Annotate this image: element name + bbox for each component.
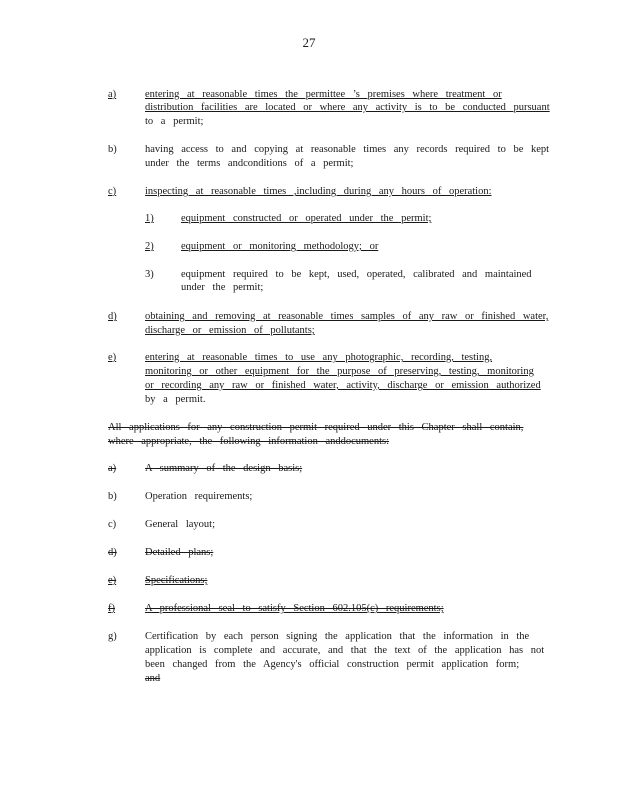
- item-g-line-1: Certification by each person signing the application that the information in the: [145, 631, 530, 642]
- item-c-3-line-2: under the permit;: [181, 282, 264, 293]
- list2-d-text: Detailed plans;: [145, 547, 214, 558]
- item-d-line-1: obtaining and removing at reasonable times samples of any raw or finished water,: [145, 311, 549, 322]
- paragraph-line-1: All applications for any construction permit required under this Chapter shall contain,: [108, 422, 524, 433]
- page-number: 27: [302, 35, 316, 50]
- item-c-2-label: 2): [145, 241, 154, 252]
- list2-a-label: a): [108, 463, 117, 474]
- list2-f-text: A professional seal to satisfy Section 602.105(c) requirements;: [145, 603, 444, 614]
- item-g-line-4: and: [145, 673, 161, 684]
- list2-d-label: d): [108, 547, 117, 558]
- item-c-2-line-1: equipment or monitoring methodology; or: [181, 241, 379, 252]
- item-g-line-2: application is complete and accurate, and that the text of the application has not: [145, 645, 545, 656]
- item-e-line-1: entering at reasonable times to use any photographic, recording, testing,: [145, 352, 493, 363]
- item-a-line-3: to a permit;: [145, 116, 204, 127]
- item-g-line-3: been changed from the Agency's official construction permit application form;: [145, 659, 520, 670]
- item-c-1-line-1: equipment constructed or operated under the permit;: [181, 213, 432, 224]
- item-c-line: inspecting at reasonable times ,including during any hours of operation:: [145, 186, 492, 197]
- item-e-label: e): [108, 352, 117, 363]
- item-c-3-label: 3): [145, 269, 154, 280]
- item-c-3-line-1: equipment required to be kept, used, operated, calibrated and maintained: [181, 269, 532, 280]
- item-b-line-2: under the terms andconditions of a permit;: [145, 158, 354, 169]
- item-c-1-label: 1): [145, 213, 154, 224]
- item-e-line-2: monitoring or other equipment for the purpose of preserving, testing, monitoring: [145, 366, 534, 377]
- item-c-label: c): [108, 186, 117, 197]
- item-g-label: g): [108, 631, 117, 642]
- item-d-label: d): [108, 311, 117, 322]
- list2-e-label: e): [108, 575, 117, 586]
- item-d-line-2: discharge or emission of pollutants;: [145, 325, 315, 336]
- item-a-line-1: entering at reasonable times the permittee ’s premises where treatment or: [145, 89, 502, 100]
- list2-a-text: A summary of the design basis;: [145, 463, 303, 474]
- list2-e-text: Specifications;: [145, 575, 208, 586]
- item-a-line-2: distribution facilities are located or where any activity is to be conducted pursuant: [145, 102, 550, 113]
- list2-b-text: Operation requirements;: [145, 491, 253, 502]
- paragraph-line-2: where appropriate, the following information anddocuments:: [108, 436, 390, 447]
- item-b-label: b): [108, 144, 117, 155]
- item-e-line-4: by a permit.: [145, 394, 206, 405]
- list2-f-label: f): [108, 603, 115, 614]
- item-e-line-3: or recording any raw or finished water, activity, discharge or emission authorized: [145, 380, 541, 391]
- item-b-line-1: having access to and copying at reasonable times any records required to be kept: [145, 144, 550, 155]
- list2-b-label: b): [108, 491, 117, 502]
- list2-c-label: c): [108, 519, 117, 530]
- list2-c-text: General layout;: [145, 519, 216, 530]
- item-a-label: a): [108, 89, 117, 100]
